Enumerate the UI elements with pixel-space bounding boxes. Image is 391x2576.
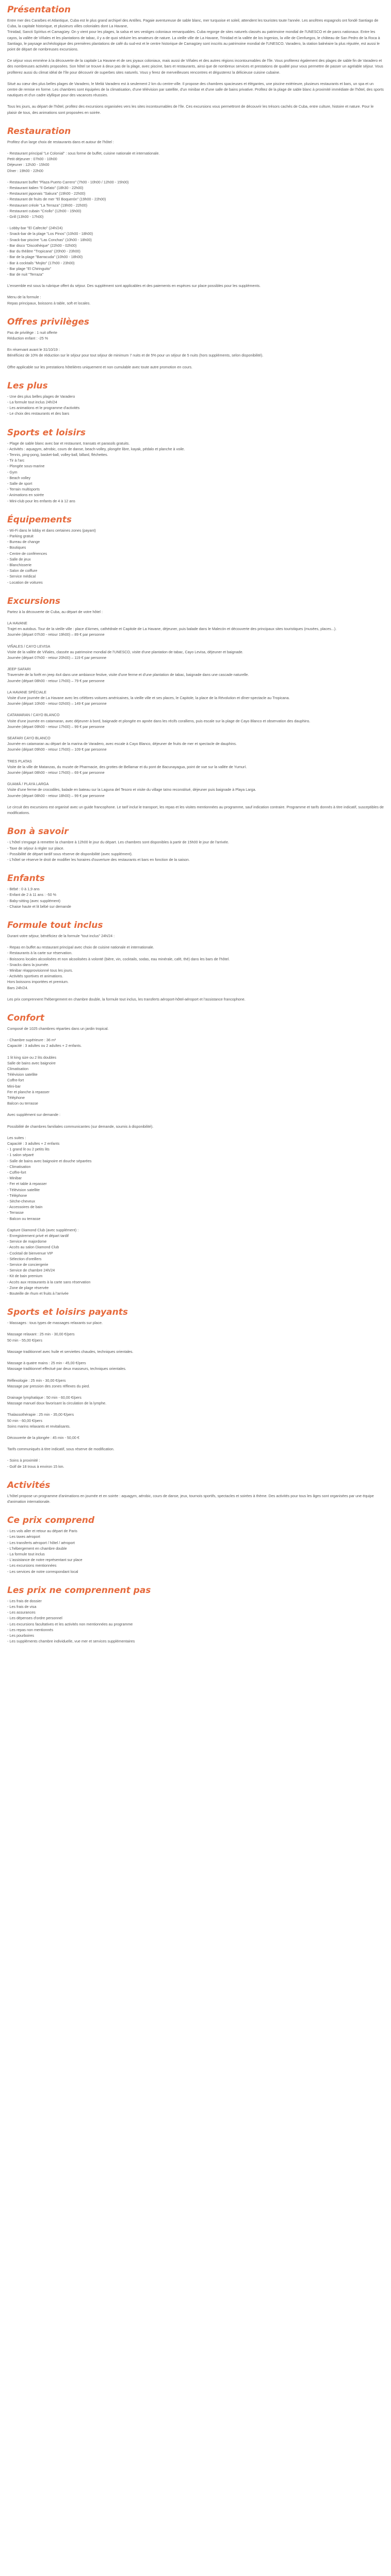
text-line: - Salle de bains avec baignoire et douche séparées	[7, 1158, 92, 1163]
text-line: - Bar plage "El Chiringuito"	[7, 266, 52, 271]
paragraph	[7, 1135, 384, 1222]
paragraph	[7, 364, 384, 370]
text-line: - Bureau de change	[7, 539, 40, 545]
paragraph	[7, 944, 384, 991]
paragraph	[7, 1360, 384, 1371]
paragraph	[7, 1395, 384, 1406]
paragraph	[7, 139, 384, 145]
section-heading: Restauration	[7, 126, 71, 137]
text-line: - Sélection d'oreillers	[7, 1256, 42, 1261]
text-line: L'hôtel propose un programme d'animations en journée et en soirée : aquagym, aérobic, cours de danse, jeux, tournois sportifs, spectacles et soirées à thème. Des activités pour tous les âges sont organisées par une équipe d'animation internationale.	[7, 1493, 375, 1504]
text-line: Petit déjeuner : 07h00 - 10h00	[7, 157, 57, 162]
text-line: - Minibar	[7, 1176, 22, 1181]
text-line: Massage manuel doux favorisant la circulation de la lymphe.	[7, 1401, 107, 1406]
section-heading: Les plus	[7, 380, 48, 391]
section-heading: Offres privilèges	[7, 316, 90, 327]
text-line: - Chambre supérieure : 36 m²	[7, 1038, 56, 1043]
text-line: Hors boissons importées et premium.	[7, 979, 69, 985]
text-line: - Boissons locales alcoolisées et non alcoolisées à volonté (bière, vin, cocktails, sodas, eau minérale, café, thé) dans les bars de l'hôtel.	[7, 956, 230, 961]
text-line: - Kit de bain premium	[7, 1274, 43, 1279]
text-line: - Accès au salon Diamond Club	[7, 1245, 59, 1250]
paragraph	[7, 1446, 384, 1452]
paragraph	[7, 758, 384, 776]
text-line: Journée en catamaran au départ de la marina de Varadero, avec escale à Cayo Blanco, déjeuner de fruits de mer et spectacle de dauphins.	[7, 741, 237, 747]
paragraph	[7, 712, 384, 730]
paragraph	[7, 1349, 384, 1354]
text-line: - Activités : aquagym, aérobic, cours de danse, beach-volley, plongée libre, kayak, pédalo et planche à voile.	[7, 446, 185, 451]
text-line: - Mini-club pour les enfants de 4 à 12 ans	[7, 498, 75, 503]
text-line: Journée (départ 09h00 - retour 17h00) – 99 € par personne	[7, 724, 105, 729]
text-line: En réservant avant le 31/10/19 :	[7, 347, 60, 352]
text-line: Journée (départ 08h00 - retour 17h00) – 79 € par personne	[7, 678, 105, 683]
text-line: - Cocktail de bienvenue VIP	[7, 1250, 53, 1256]
text-line: - Les taxes aéroport	[7, 1534, 40, 1539]
text-line: - Les excursions facultatives et les activités non mentionnées au programme	[7, 1621, 133, 1626]
text-line: - Snack-bar de la plage "Los Pinos" (10h00 - 18h00)	[7, 231, 93, 236]
paragraph	[7, 1320, 384, 1326]
text-line: - Restaurant créole "La Terraza" (19h00 - 22h00)	[7, 202, 88, 208]
text-line: - L'assistance de notre représentant sur place	[7, 1557, 83, 1563]
text-line: LA HAVANE SPÉCIALE	[7, 689, 47, 694]
text-line: - Fer et table à repasser	[7, 1181, 47, 1187]
text-line: - Bar disco "Discothèque" (22h00 - 02h00)	[7, 243, 77, 248]
text-line: - Terrain multisports	[7, 487, 40, 492]
text-line: Visite d'une journée de La Havane avec les célèbres voitures américaines, la vieille ville et ses places, le Capitole, la place de la Révolution et dîner-spectacle au Tropicana.	[7, 696, 290, 701]
text-line: TRES PLATAS	[7, 758, 32, 764]
paragraph	[7, 81, 384, 98]
text-line: Capture Diamond Club (avec supplément) :	[7, 1227, 79, 1232]
text-line: - Climatisation	[7, 1164, 31, 1169]
text-line: - Bar de la plage "Barracuda" (10h00 - 18h00)	[7, 255, 83, 260]
section-heading: Enfants	[7, 873, 45, 884]
paragraph	[7, 839, 384, 862]
text-line: Durant votre séjour, bénéficiez de la formule "tout inclus" 24h/24 :	[7, 933, 115, 938]
text-line: - Parking gratuit	[7, 533, 34, 538]
text-line: - Restaurant de fruits de mer "El Boquerón" (19h00 - 22h00)	[7, 197, 106, 202]
text-line: Mini-bar	[7, 1083, 21, 1089]
paragraph	[7, 1124, 384, 1129]
text-line: Déjeuner : 12h30 - 15h00	[7, 162, 50, 167]
paragraph	[7, 996, 384, 1002]
text-line: - Restaurant principal "Le Colonial" : sous forme de buffet, cuisine nationale et internationale.	[7, 151, 160, 156]
text-line: Offre applicable sur les prestations hôtelières uniquement et non cumulable avec toute autre promotion en cours.	[7, 364, 193, 369]
text-line: - Repas en buffet au restaurant principal avec choix de cuisine nationale et internationale.	[7, 945, 154, 950]
text-line: - Les dépenses d'ordre personnel	[7, 1616, 62, 1621]
text-line: - Restaurant buffet "Plaza Puerto Carrero" (7h00 - 10h00 / 12h00 - 15h00)	[7, 179, 129, 184]
text-line: - Les assurances	[7, 1610, 36, 1615]
text-line: - Location de voitures	[7, 580, 43, 585]
text-line: Soins marins relaxants et revitalisants.	[7, 1423, 71, 1429]
text-line: Traversée de la forêt en jeep 4x4 dans une ambiance festive, visite d'une ferme et d'une plantation de tabac, baignade dans une cascade naturelle.	[7, 672, 249, 677]
text-line: Visite de la ville de Matanzas, du musée de Pharmacie, des grottes de Bellamar et du pont de Bacunayagua, point de vue sur la vallée de Yumurí.	[7, 764, 247, 769]
text-line: - Massages : tous types de massages relaxants sur place.	[7, 1320, 103, 1326]
text-line: - Service de chambre 24h/24	[7, 1268, 55, 1273]
text-line: Réduction enfant : -25 %	[7, 335, 48, 341]
text-line: - Grill (13h00 - 17h00)	[7, 214, 44, 219]
paragraph	[7, 330, 384, 341]
text-line: - Enregistrement privé et départ tardif	[7, 1233, 69, 1239]
text-line: - L'hôtel s'engage à remettre la chambre à 12h00 le jour du départ. Les chambres sont disponibles à partir de 15h00 le jour de l'arrivée.	[7, 840, 230, 845]
text-line: - Sèche-cheveux	[7, 1199, 35, 1204]
text-line: Le circuit des excursions est organisé avec un guide francophone. Le tarif inclut le transport, les repas et les visites mentionnées au programme, sauf indication contraire. Programme et tarifs donnés à titre indicatif, susceptibles de modifications.	[7, 804, 385, 816]
text-line: Dîner : 19h00 - 22h00	[7, 168, 43, 173]
text-line: VIÑALES / CAYO LEVISA	[7, 643, 51, 649]
text-line: Journée (départ 07h30 - retour 19h00) – 89 € par personne	[7, 632, 105, 637]
text-line: - La formule tout inclus 24h/24	[7, 399, 57, 404]
text-line: - Service de majordome	[7, 1239, 47, 1244]
paragraph	[7, 643, 384, 661]
text-line: - Téléphone	[7, 1193, 27, 1198]
text-line: - Bouteille de rhum et fruits à l'arrivée	[7, 1291, 69, 1296]
text-line: - Plage de sable blanc avec bar et restaurant, transats et parasols gratuits.	[7, 440, 130, 446]
text-line: - Bar de nuit "Terraza"	[7, 272, 44, 277]
section-heading: Sports et loisirs payants	[7, 1307, 128, 1318]
text-line: - Possibilité de départ tardif sous réserve de disponibilité (avec supplément).	[7, 851, 133, 856]
paragraph	[7, 886, 384, 909]
text-line: - Activités sportives et animations.	[7, 974, 63, 979]
text-line: Massage par pression des zones réflexes du pied.	[7, 1383, 90, 1388]
text-line: Drainage lymphatique : 50 min - 60,00 €/pers	[7, 1395, 82, 1400]
text-line: Journée (départ 10h00 - retour 02h00) – 149 € par personne	[7, 701, 107, 706]
paragraph	[7, 1055, 384, 1107]
text-line: - Bar à cocktails "Mojito" (17h00 - 23h00)	[7, 260, 75, 265]
text-line: Balcon ou terrasse	[7, 1101, 38, 1106]
text-line: Journée (départ 07h00 - retour 20h00) – 119 € par personne	[7, 655, 107, 660]
text-line: - Gym	[7, 469, 18, 474]
section-heading: Ce prix comprend	[7, 1515, 95, 1526]
paragraph	[7, 620, 384, 638]
text-line: - Terrasse	[7, 1210, 24, 1215]
text-line: Tous les jours, au départ de l'hôtel, profitez des excursions organisées vers les sites incontournables de l'île. Ces excursions vous permettront de découvrir les trésors cachés de Cuba, entre culture, histoire et nature. Pour le plaisir de tous, des animations sont proposées en soirée.	[7, 104, 375, 115]
text-line: - Les excursions mentionnées	[7, 1563, 57, 1568]
text-line: 1 lit king size ou 2 lits doubles	[7, 1055, 57, 1060]
section-heading: Activités	[7, 1480, 51, 1490]
text-line: Avec supplément sur demande :	[7, 1112, 60, 1117]
paragraph	[7, 1458, 384, 1469]
text-line: Téléphone	[7, 1095, 25, 1100]
paragraph	[7, 1331, 384, 1343]
text-line: - Snacks dans la journée.	[7, 962, 50, 967]
text-line: - Zone de plage réservée	[7, 1285, 49, 1290]
text-line: - Les pourboires	[7, 1633, 34, 1638]
text-line: JEEP SAFARI	[7, 667, 31, 672]
text-line: - Chaise haute et lit bébé sur demande	[7, 904, 71, 909]
text-line: - La formule tout inclus	[7, 1551, 45, 1556]
text-line: LA HAVANE	[7, 621, 27, 626]
text-line: - Les vols aller et retour au départ de Paris	[7, 1529, 77, 1534]
text-line: - Restaurant japonais "Sakura" (19h00 - 22h00)	[7, 191, 86, 196]
text-line: - Snack-bar piscine "Las Conchas" (10h00 - 18h00)	[7, 237, 92, 242]
text-line: - Blanchisserie	[7, 563, 32, 567]
paragraph	[7, 225, 384, 277]
text-line: Réflexologie : 25 min - 30,00 €/pers	[7, 1378, 66, 1383]
text-line: Capacité : 3 adultes ou 2 adultes + 2 enfants.	[7, 1043, 82, 1048]
text-line: Bars 24h/24.	[7, 985, 28, 990]
text-line: - Centre de conférences	[7, 551, 47, 556]
text-line: Journée (départ 08h00 - retour 17h00) – 69 € par personne	[7, 770, 105, 775]
paragraph	[7, 58, 384, 75]
text-line: Journée (départ 08h00 - retour 18h00) – 99 € par personne	[7, 793, 105, 798]
paragraph	[7, 440, 384, 504]
text-line: - Bar du théâtre "Tropicana" (20h00 - 23h00)	[7, 249, 80, 254]
text-line: - Bébé : 0 à 1,9 ans	[7, 887, 40, 892]
paragraph	[7, 294, 384, 306]
text-line: - Restaurant italien "Il Gelato" (18h30 - 22h00)	[7, 185, 84, 191]
text-line: Entre mer des Caraïbes et Atlantique, Cuba est le plus grand archipel des Antilles. Pagaie aventureuse de sable blanc, mer turquoise et soleil, attendent les touristes toute l'année. Les ancêtres espagnols ont fondé Santiago de Cuba, la capitale historique, et plusieurs villes coloniales dont La Havane,	[7, 18, 380, 29]
text-line: - Tennis, ping-pong, basket-ball, volley-ball, billard, fléchettes.	[7, 452, 108, 457]
text-line: - 1 grand lit ou 2 petits lits	[7, 1147, 50, 1152]
text-line: - Les services de notre correspondant local	[7, 1569, 78, 1574]
text-line: Repas principaux, boissons à table, soft et locales.	[7, 300, 91, 306]
text-line: Pas de privilège : 1 nuit offerte	[7, 330, 57, 335]
text-line: Trinidad, Sancti Spíritus et Camagüey. On y vient pour les plages, la salsa et ses vestiges coloniaux remarquables. Cuba regorge de sites naturels classés au patrimoine mondial de l'UNESCO et de parcs nationaux. Entre les cayos, la vallée de Viñales et les plantations de tabac, il y a de quoi séduire les amateurs de nature. La vieille ville de La Havane, Trinidad et la vallée de los Ingenios, la ville de Cienfuegos, le château de San Pedro de la Roca à Santiago, le paysage archéologique des premières plantations de café du sud-est et le centre historique de Camagüey sont inscrits au patrimoine mondial de l'UNESCO. Varadero, la station balnéaire la plus réputée, est aussi le point de départ de nombreuses excursions.	[7, 29, 381, 52]
section-heading: Présentation	[7, 5, 71, 15]
text-line: - Les frais de dossier	[7, 1598, 42, 1603]
text-line: GUAMÁ / PLAYA LARGA	[7, 782, 49, 787]
paragraph	[7, 666, 384, 684]
text-line: - Les suppléments chambre individuelle, vue mer et services supplémentaires	[7, 1639, 135, 1644]
paragraph	[7, 1528, 384, 1574]
text-line: - 1 salon séparé	[7, 1153, 34, 1158]
text-line: - Minibar réapprovisionné tous les jours.	[7, 968, 73, 973]
paragraph	[7, 1412, 384, 1429]
text-line: Massage relaxant : 25 min - 30,00 €/pers	[7, 1332, 75, 1337]
text-line: - L'hébergement en chambre double	[7, 1546, 67, 1551]
text-line: - Tir à l'arc	[7, 458, 25, 463]
text-line: Visite d'une ferme de crocodiles, balade en bateau sur la Laguna del Tesoro et visite du village taïno reconstitué, déjeuner puis baignade à Playa Larga.	[7, 787, 256, 792]
paragraph	[7, 1493, 384, 1504]
text-line: - Les animations et le programme d'activités	[7, 405, 80, 411]
text-line: Menu de la formule :	[7, 295, 41, 300]
text-line: Découverte de la plongée : 45 min - 50,00 €	[7, 1435, 79, 1440]
paragraph	[7, 1037, 384, 1048]
text-line: Massage traditionnel effectué par deux masseurs, techniques orientales.	[7, 1366, 126, 1371]
text-line: Climatisation	[7, 1066, 29, 1071]
text-line: Thalassothérapie : 25 min - 35,00 €/pers	[7, 1412, 74, 1417]
text-line: - Restaurant cubain "Criollo" (12h00 - 15h00)	[7, 208, 82, 213]
text-line: CATAMARAN / CAYO BLANCO	[7, 713, 60, 718]
text-line: - Boutiques	[7, 545, 26, 550]
text-line: - Wi-Fi dans le lobby et dans certaines zones (payant)	[7, 528, 96, 533]
text-line: - Golf de 18 trous à environ 15 km.	[7, 1464, 64, 1469]
paragraph	[7, 18, 384, 52]
text-line: Trajet en autobus. Tour de la vieille ville : place d'Armes, cathédrale et Capitole de La Havane, déjeuner, puis balade dans le Malecón et découverte des principaux sites touristiques (musées, places...).	[7, 626, 337, 632]
text-line: - Restaurants à la carte sur réservation.	[7, 951, 73, 956]
text-line: Massage traditionnel avec huile et serviettes chaudes, techniques orientales.	[7, 1349, 134, 1354]
paragraph	[7, 1378, 384, 1389]
text-line: Composé de 1025 chambres réparties dans un jardin tropical.	[7, 1026, 109, 1031]
paragraph	[7, 150, 384, 174]
text-line: - Le choix des restaurants et des bars	[7, 411, 70, 416]
paragraph	[7, 528, 384, 585]
paragraph	[7, 689, 384, 707]
text-line: Fer et planche à repasser	[7, 1089, 50, 1094]
text-line: - Service de conciergerie	[7, 1262, 48, 1267]
text-line: - Coffre-fort	[7, 1170, 26, 1175]
paragraph	[7, 104, 384, 115]
text-line: 50 min - 55,00 €/pers	[7, 1337, 42, 1343]
text-line: Profitez d'un large choix de restaurants dans et autour de l'hôtel :	[7, 139, 114, 144]
paragraph	[7, 933, 384, 939]
text-line: - Salle de jeux	[7, 556, 31, 562]
section-heading: Bon à savoir	[7, 826, 69, 837]
text-line: Possibilité de chambres familiales communicantes (sur demande, soumis à disponibilité).	[7, 1124, 154, 1129]
text-line: Tarifs communiqués à titre indicatif, sous réserve de modification.	[7, 1447, 115, 1452]
paragraph	[7, 283, 384, 289]
section-heading: Excursions	[7, 596, 60, 606]
section-heading: Confort	[7, 1012, 44, 1023]
text-line: Les prix comprennent l'hébergement en chambre double, la formule tout inclus, les transferts aéroport-hôtel-aéroport et l'assistance francophone.	[7, 996, 246, 1002]
paragraph	[7, 1112, 384, 1117]
text-line: - Une des plus belles plages de Varadero	[7, 394, 75, 399]
text-line: L'ensemble est sous la rubrique offert du séjour. Des supplément sont applicables et des paiements en espèces sur place possibles pour les suppléments.	[7, 283, 261, 289]
text-line: - L'hôtel se réserve le droit de modifier les horaires d'ouverture des restaurants et bars en fonction de la saison.	[7, 857, 190, 862]
paragraph	[7, 1026, 384, 1031]
text-line: - Lobby-bar "El Cafecito" (24h/24)	[7, 226, 63, 231]
text-line: - Salle de sport	[7, 481, 32, 486]
text-line: Coffre-fort	[7, 1078, 24, 1083]
text-line: - Taxe de séjour à régler sur place.	[7, 845, 64, 851]
text-line: - Accessoires de bain	[7, 1205, 43, 1210]
paragraph	[7, 804, 384, 816]
text-line: Salle de bains avec baignoire	[7, 1060, 56, 1065]
text-line: - Service médical	[7, 574, 36, 579]
text-line: - Soins à proximité :	[7, 1458, 40, 1463]
text-line: Visite d'une journée en catamaran, avec déjeuner à bord, baignade et plongée en apnée dans les récifs coralliens, puis escale sur la plage de Cayo Blanco et observation des dauphins.	[7, 718, 311, 723]
text-line: - Beach volley	[7, 475, 31, 480]
text-line: - Plongée sous-marine	[7, 464, 45, 469]
text-line: Les suites :	[7, 1135, 26, 1140]
text-line: - Balcon ou terrasse	[7, 1216, 41, 1221]
section-heading: Les prix ne comprennent pas	[7, 1585, 151, 1596]
text-line: Situé au cœur des plus belles plages de Varadero, le Meliá Varadero est à seulement 2 km du centre-ville. Il propose des chambres spacieuses et élégantes, une piscine extérieure, plusieurs restaurants et bars, un spa et un centre de remise en forme. Les chambres sont équipées de la climatisation, d'une télévision par satellite, d'un minibar et d'une salle de bains privative. Profitez de la plage de sable blanc à proximité immédiate de l'hôtel, des sports nautiques et d'un cadre idyllique pour des vacances réussies.	[7, 81, 385, 98]
text-line: - Télévision satellite	[7, 1187, 40, 1192]
text-line: - Enfant de 2 à 11 ans : -50 %	[7, 892, 56, 897]
section-heading: Équipements	[7, 514, 72, 525]
text-line: - Accès aux restaurants à la carte sans réservation	[7, 1279, 91, 1284]
text-line: Massage à quatre mains : 25 min - 45,00 €/pers	[7, 1361, 86, 1366]
paragraph	[7, 347, 384, 358]
text-line: Partez à la découverte de Cuba, au départ de votre hôtel :	[7, 609, 103, 614]
paragraph	[7, 781, 384, 799]
text-line: - Les frais de visa	[7, 1604, 37, 1609]
text-line: Journée (départ 09h00 - retour 17h00) – 109 € par personne	[7, 747, 107, 752]
paragraph	[7, 394, 384, 417]
paragraph	[7, 1227, 384, 1296]
paragraph	[7, 1435, 384, 1440]
text-line: SEAFARI CAYO BLANCO	[7, 736, 51, 741]
paragraph	[7, 1598, 384, 1645]
section-heading: Formule tout inclus	[7, 920, 103, 930]
text-line: - Salon de coiffure	[7, 568, 38, 573]
text-line: Capacité : 3 adultes + 2 enfants	[7, 1141, 60, 1146]
text-line: - Les transferts aéroport / hôtel / aéroport	[7, 1540, 75, 1545]
text-line: - Les repas non mentionnés	[7, 1627, 54, 1632]
text-line: Visite de la vallée de Viñales, classée au patrimoine mondial de l'UNESCO, visite d'une plantation de tabac, Cayo Levisa, déjeuner et baignade.	[7, 649, 243, 654]
text-line: Bénéficiez de 10% de réduction sur le séjour pour tout séjour de minimum 7 nuits et de 5% pour un séjour de 5 nuits (hors suppléments, selon disponibilité).	[7, 353, 264, 358]
text-line: - Animations en soirée	[7, 493, 44, 498]
section-heading: Sports et loisirs	[7, 427, 86, 438]
text-line: Télévision satellite	[7, 1072, 38, 1077]
text-line: 50 min - 60,00 €/pers	[7, 1418, 42, 1423]
text-line: - Baby-sitting (avec supplément)	[7, 898, 61, 903]
text-line: Ce séjour vous emmène à la découverte de la capitale La Havane et de ses joyaux coloniaux, mais aussi de Viñales et des autres régions incontournables de l'île. Vous profiterez également des plages de sable fin de Varadero et des nombreuses activités proposées. Son hôtel se trouve à deux pas de la plage, avec piscine, bars et restaurants, ainsi que de nombreux services et prestations de qualité pour vous permettre de passer un agréable séjour. Vous profiterez aussi du climat idéal de l'île pour découvrir de superbes sites naturels. Vous y ferez de merveilleuses rencontres et dégusterez la délicieuse cuisine cubaine.	[7, 58, 384, 75]
paragraph	[7, 735, 384, 753]
paragraph	[7, 179, 384, 219]
paragraph	[7, 609, 384, 615]
